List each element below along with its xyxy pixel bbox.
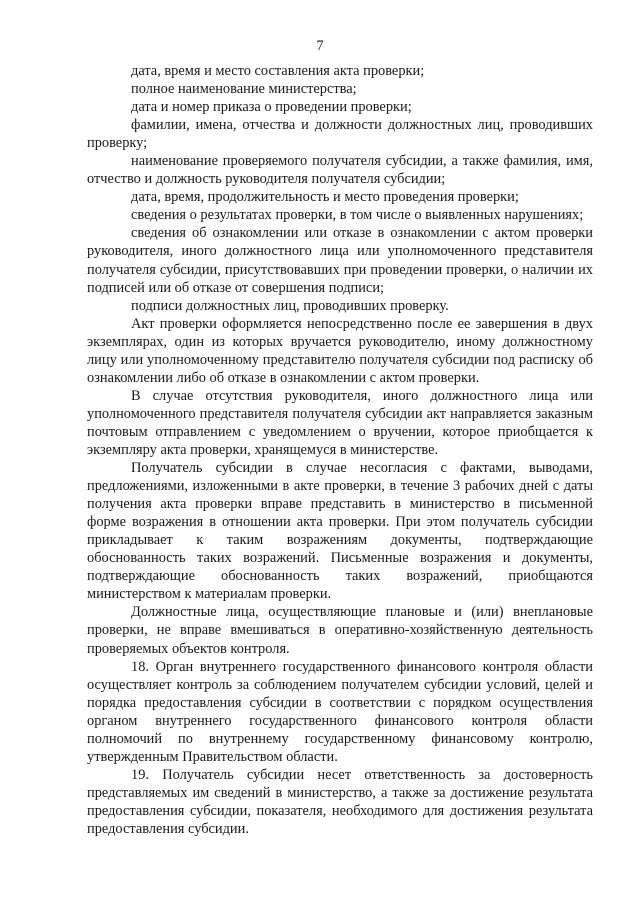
document-body <box>87 62 593 838</box>
list-item-ministry-name: полное наименование министерства; <box>131 81 357 98</box>
list-item-act-date: дата, время и место составления акта проверки; <box>131 63 425 79</box>
paragraph-act-copies: Акт проверки оформляется непосредственно после ее завершения в двух экземплярах, один из которых вручается руководителю, иному должностному лицу или уполномоченному представителю получателя субсидии под расписку об ознакомлении либо об отказе в ознакомлении с актом проверки. <box>87 315 593 386</box>
paragraph-absence: В случае отсутствия руководителя, иного должностного лица или уполномоченного представителя получателя субсидии акт направляется заказным почтовым отправлением с уведомлением о вручении, которое приобщается к экземпляру акта проверки, хранящемуся в министерстве. <box>87 387 593 458</box>
paragraph-non-interference: Должностные лица, осуществляющие плановые и (или) внеплановые проверки, не вправе вмешиваться в оперативно-хозяйственную деятельность проверяемых объектов контроля. <box>87 604 593 657</box>
paragraph-19: 19. Получатель субсидии несет ответственность за достоверность представляемых им сведений в министерство, а также за достижение результата предоставления субсидии, показателя, необходимого для достижения результата предоставления субсидии. <box>87 766 593 837</box>
list-item-signatures: подписи должностных лиц, проводивших проверку. <box>131 297 449 314</box>
list-item-results: сведения о результатах проверки, в том числе о выявленных нарушениях; <box>131 207 584 224</box>
list-item-recipient-name: наименование проверяемого получателя субсидии, а также фамилия, имя, отчество и должность руководителя получателя субсидии; <box>87 153 593 188</box>
list-item-inspection-time: дата, время, продолжительность и место проведения проверки; <box>131 189 519 206</box>
page-number: 7 <box>316 38 324 54</box>
paragraph-18: 18. Орган внутреннего государственного финансового контроля области осуществляет контроль за соблюдением получателем субсидии условий, целей и порядка предоставления субсидии в соответствии с порядком осуществления органом внутреннего государственного финансового контроля области полномочий по внутреннему государственному финансовому контролю, утвержденным Правительством области. <box>87 658 593 765</box>
list-item-acquaintance: сведения об ознакомлении или отказе в ознакомлении с актом проверки руководителя, иного должностного лица или уполномоченного представителя получателя субсидии, присутствовавших при проведении проверки, о наличии их подписей или об отказе от совершения подписи; <box>87 225 593 296</box>
list-item-order-date: дата и номер приказа о проведении проверки; <box>131 99 412 116</box>
paragraph-objections: Получатель субсидии в случае несогласия с фактами, выводами, предложениями, изложенными в акте проверки, в течение 3 рабочих дней с даты получения акта проверки вправе представить в министерство в письменной форме возражения в отношении акта проверки. При этом получатель субсидии прикладывает к таким возражениям документы, подтверждающие обоснованность таких возражений. Письменные возражения и документы, подтверждающие обоснованность таких возражений, приобщаются министерством к материалам проверки. <box>87 460 593 603</box>
list-item-officials: фамилии, имена, отчества и должности должностных лиц, проводивших проверку; <box>87 117 593 152</box>
